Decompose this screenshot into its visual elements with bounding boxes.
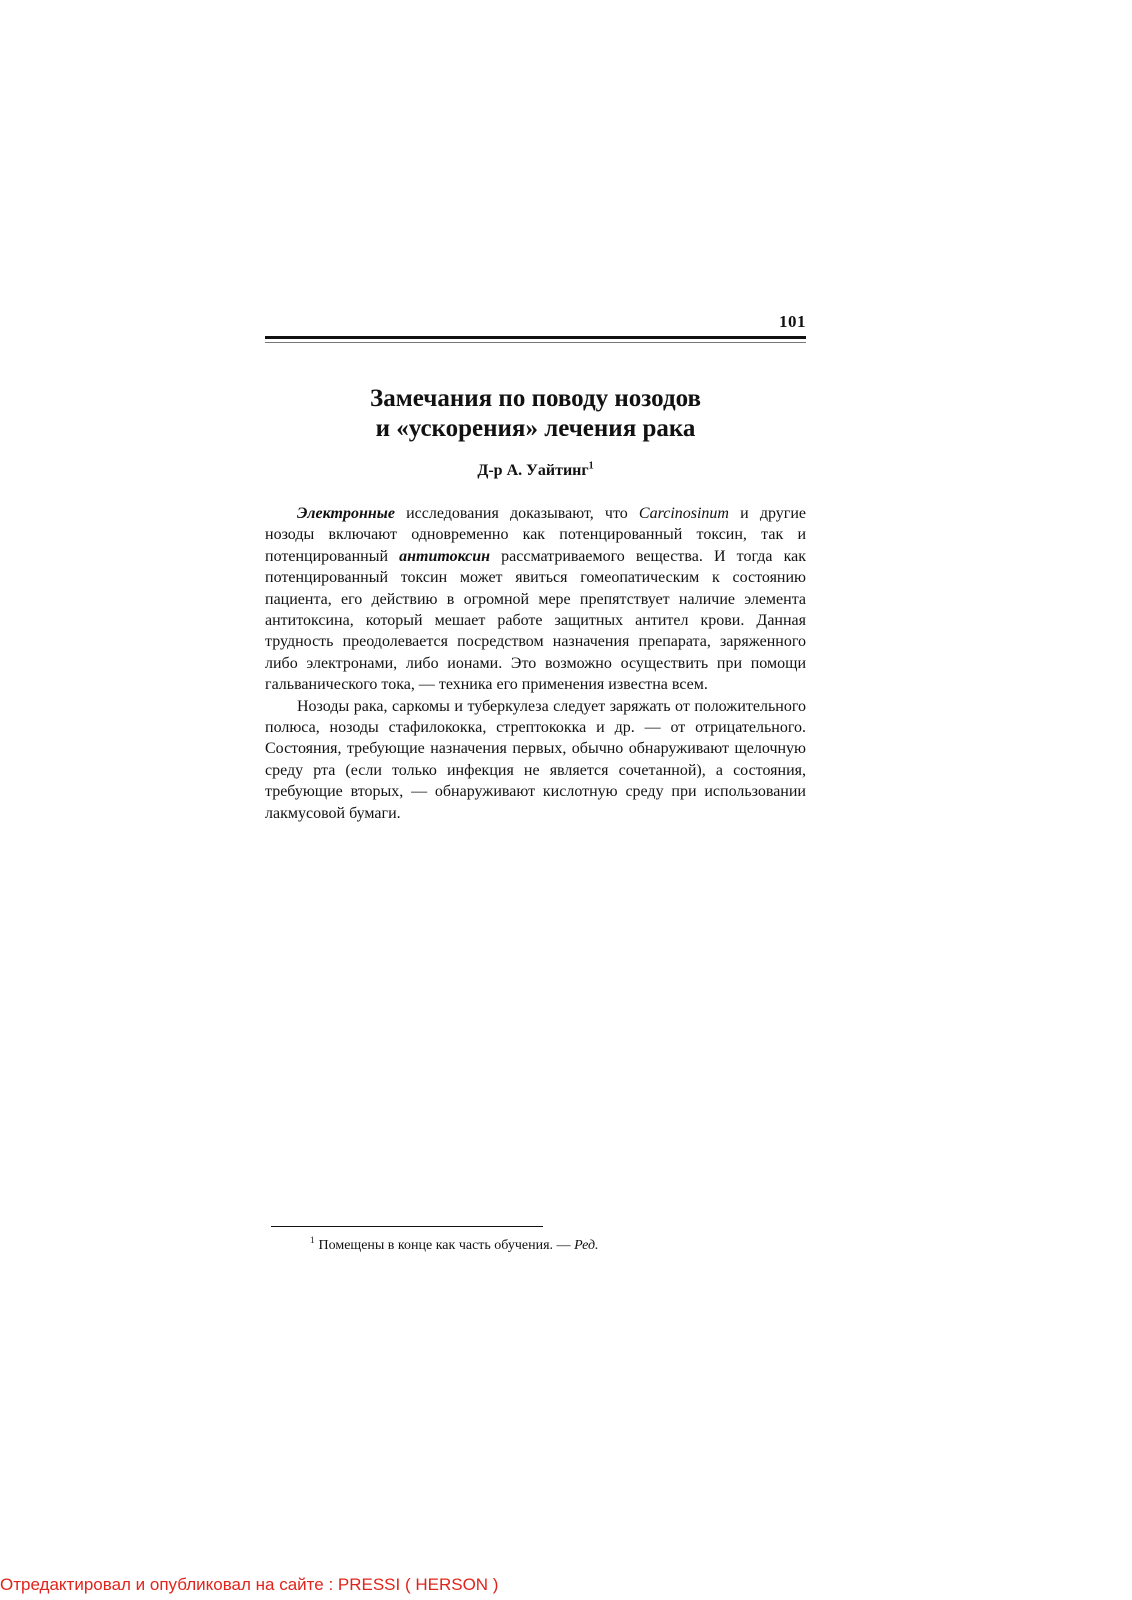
header-rule-thin <box>265 342 806 343</box>
emphasis-antitoxin: антитоксин <box>399 547 491 565</box>
title-line-2: и «ускорения» лечения рака <box>375 415 696 442</box>
site-watermark: Отредактировал и опубликовал на сайте : PRESSI ( HERSON ) <box>0 1575 499 1594</box>
title-line-1: Замечания по поводу нозодов <box>370 385 701 412</box>
paragraph-2: Нозоды рака, саркомы и туберкулеза следует заряжать от положительного полюса, нозоды стафилококка, стрептококка и др. — от отрицательного. Состояния, требующие назначения первых, обычно обнаруживают щелочную среду рта (если только инфекция не является сочетанной), а состояния, требующие вторых, — обнаруживают кислотную среду при использовании лакмусовой бумаги. <box>265 697 806 822</box>
article-title <box>265 384 806 444</box>
author-footnote-mark: 1 <box>588 460 594 472</box>
footnote <box>310 1237 806 1255</box>
footnote-text: Помещены в конце как часть обучения. — <box>318 1238 575 1253</box>
page-number: 101 <box>779 312 806 331</box>
emphasis-electronic: Электронные <box>297 505 395 522</box>
header-rule <box>265 336 806 339</box>
paragraph-1-text-a: исследования доказывают, что <box>394 505 639 522</box>
author-byline <box>265 462 806 480</box>
author-name: Д-р А. Уайтинг <box>477 462 589 479</box>
footnote-rule <box>271 1226 543 1227</box>
article-body <box>265 503 806 824</box>
footnote-editor-abbrev: Ред. <box>574 1238 599 1253</box>
paragraph-1-text-c: рассматриваемого вещества. И тогда как потенцированный токсин может явиться гомеопатическим к состоянию пациента, его действию в огромной мере препятствует наличие элемента антитоксина, который мешает работе защитных антител крови. Данная трудность преодолевается посредством назначения препарата, заряженного либо электронами, либо ионами. Это возможно осуществить при помощи гальванического тока, — техника его применения известна всем. <box>265 547 807 694</box>
remedy-name: Carcinosinum <box>638 505 729 522</box>
paragraph-1 <box>265 503 806 696</box>
footnote-mark: 1 <box>310 1235 315 1246</box>
paragraph-1-text-b: и другие нозоды включают одновременно как потенцированный токсин, так и потенцированный <box>265 505 807 565</box>
